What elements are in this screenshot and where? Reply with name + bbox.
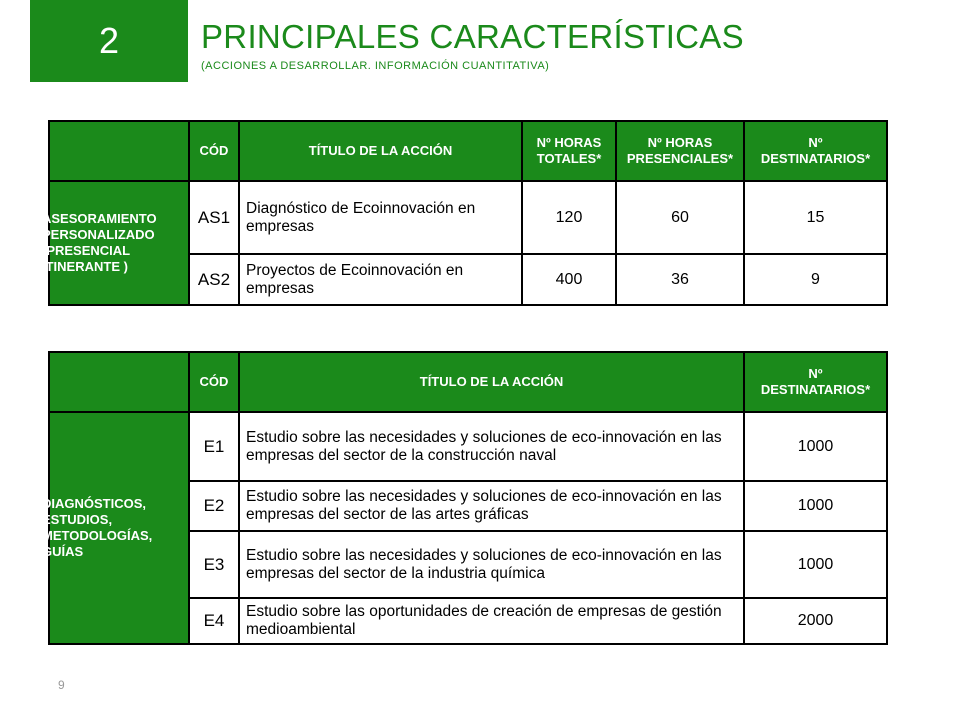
row-horas-presenciales: 36: [616, 254, 744, 305]
row-destinatarios: 9: [744, 254, 887, 305]
row-destinatarios: 1000: [744, 531, 887, 598]
header-destinatarios: Nº DESTINATARIOS*: [744, 121, 887, 181]
header-titulo: TÍTULO DE LA ACCIÓN: [239, 352, 744, 412]
row-horas-presenciales: 60: [616, 181, 744, 254]
row-code: E2: [189, 481, 239, 531]
row-code: E1: [189, 412, 239, 481]
row-horas-totales: 120: [522, 181, 616, 254]
row-code: E3: [189, 531, 239, 598]
row-code: AS1: [189, 181, 239, 254]
studies-actions-table: [42, 351, 888, 645]
row-destinatarios: 1000: [744, 481, 887, 531]
row-destinatarios: 2000: [744, 598, 887, 644]
page-title: PRINCIPALES CARACTERÍSTICAS: [201, 18, 744, 55]
row-title: Estudio sobre las oportunidades de creación de empresas de gestión medioambiental: [239, 598, 744, 644]
page-number: 9: [58, 678, 65, 692]
header-titulo: TÍTULO DE LA ACCIÓN: [239, 121, 522, 181]
row-destinatarios: 1000: [744, 412, 887, 481]
group-label: ASESORAMIENTO PERSONALIZADO (PRESENCIAL ITINERANTE ): [42, 211, 157, 274]
header-horas-totales: Nº HORAS TOTALES*: [522, 121, 616, 181]
table-row: [49, 412, 887, 481]
row-destinatarios: 15: [744, 181, 887, 254]
header-cod: CÓD: [189, 352, 239, 412]
row-title: Diagnóstico de Ecoinnovación en empresas: [239, 181, 522, 254]
header-destinatarios: Nº DESTINATARIOS*: [744, 352, 887, 412]
row-title: Estudio sobre las necesidades y soluciones de eco-innovación en las empresas del sector de la construcción naval: [239, 412, 744, 481]
row-title: Proyectos de Ecoinnovación en empresas: [239, 254, 522, 305]
header-group-cell: [49, 121, 189, 181]
group-label-cell: [42, 412, 189, 644]
table-row: [49, 181, 887, 254]
row-horas-totales: 400: [522, 254, 616, 305]
table-header-row: [49, 121, 887, 181]
section-number: 2: [98, 20, 120, 61]
header-group-cell: [49, 352, 189, 412]
row-code: E4: [189, 598, 239, 644]
advisory-actions-table: [42, 120, 888, 306]
row-code: AS2: [189, 254, 239, 305]
group-label: DIAGNÓSTICOS, ESTUDIOS, METODOLOGÍAS, GUÍAS: [42, 496, 153, 559]
table-header-row: [49, 352, 887, 412]
row-title: Estudio sobre las necesidades y soluciones de eco-innovación en las empresas del sector de las artes gráficas: [239, 481, 744, 531]
header-horas-presenciales: Nº HORAS PRESENCIALES*: [616, 121, 744, 181]
header-cod: CÓD: [189, 121, 239, 181]
page-subtitle: (ACCIONES A DESARROLLAR. INFORMACIÓN CUANTITATIVA): [201, 60, 550, 72]
row-title: Estudio sobre las necesidades y soluciones de eco-innovación en las empresas del sector de la industria química: [239, 531, 744, 598]
group-label-cell: [42, 181, 189, 305]
section-number-box: [30, 0, 188, 82]
